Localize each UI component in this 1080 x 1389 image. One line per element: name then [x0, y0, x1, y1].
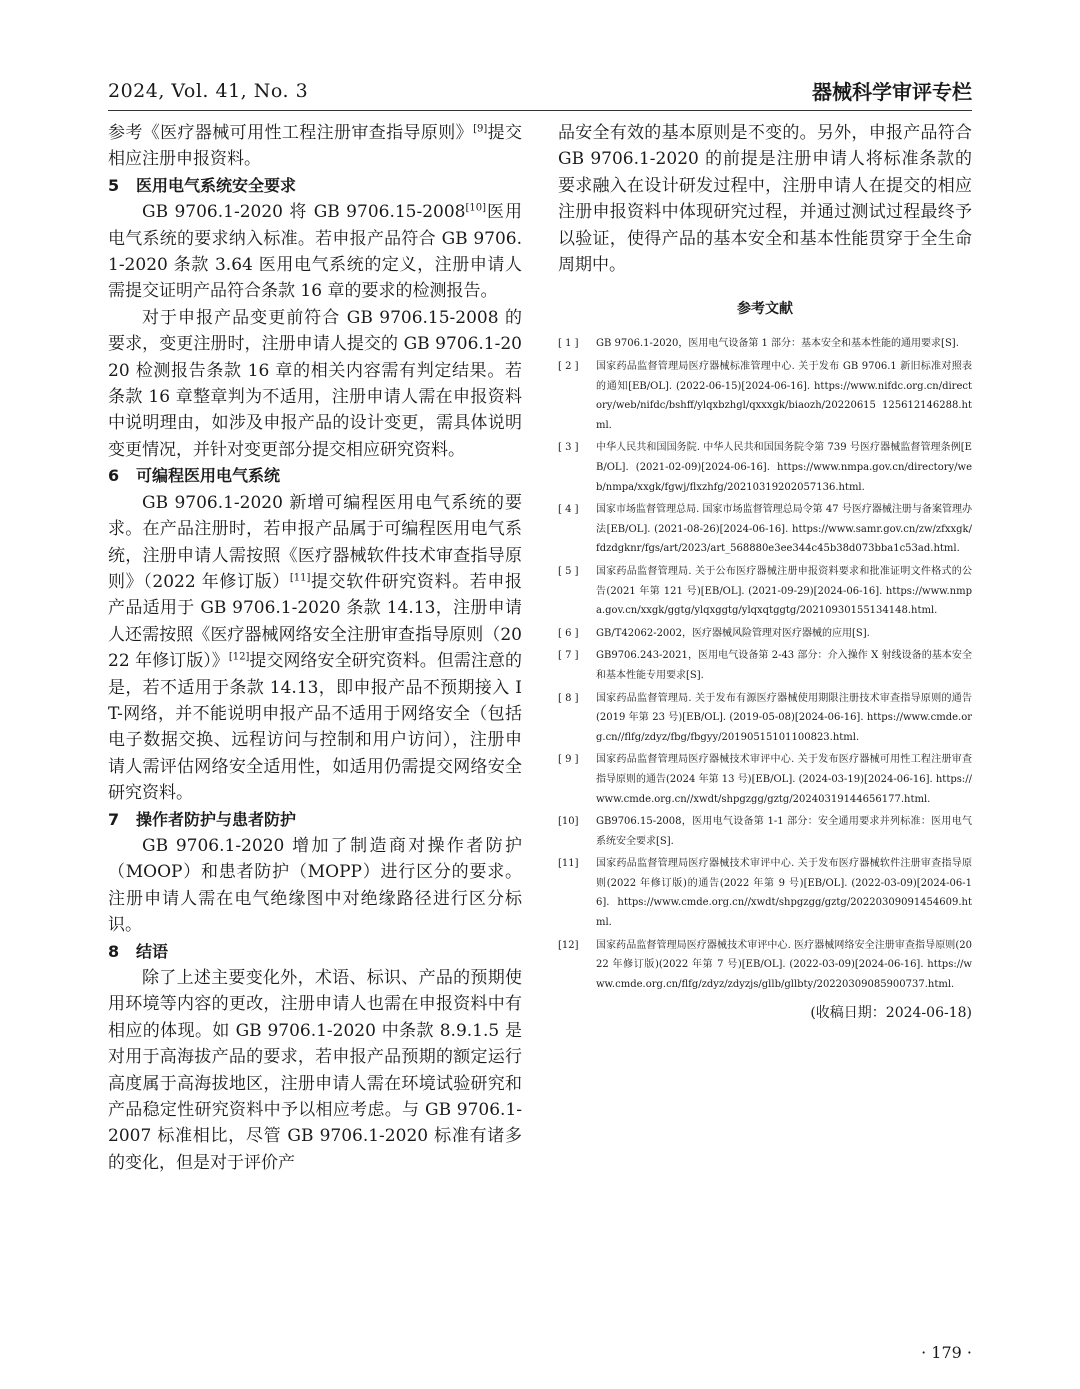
- section-7-heading: [108, 807, 522, 833]
- reference-text: 国家药品监督管理局医疗器械技术审评中心. 关于发布医疗器械可用性工程注册审查指导原则的通告(2024 年第 13 号)[EB/OL]. (2024-03-19)[2024-06-16]. https://www.cmde.org.cn//xwdt/shpgzgg/gztg/20240319144656177.html.: [596, 754, 972, 805]
- reference-index: [12]: [558, 939, 579, 951]
- paragraph-text: 医用电气系统的要求纳入标准。若申报产品符合 GB 9706.1-2020 条款 3.64 医用电气系统的定义，注册申请人需提交证明产品符合条款 16 章的要求的检测报告。: [108, 202, 523, 302]
- reference-index: [ 5 ]: [558, 565, 579, 577]
- intro-tail: 提交相应注册申报资料。: [108, 123, 523, 170]
- reference-text: 国家药品监督管理局医疗器械技术审评中心. 医疗器械网络安全注册审查指导原则(2022 年修订版)(2022 年第 7 号)[EB/OL]. (2022-03-09)[2024-06-16]. https://www.cmde.org.cn/flfg/zdyz/zdyzjs/gllb/gllbty/20220309085900737.html.: [596, 939, 972, 990]
- section-number: 7: [108, 809, 120, 829]
- reference-index: [10]: [558, 816, 579, 828]
- reference-text: GB9706.243-2021，医用电气设备第 2-43 部分：介入操作 X 射线设备的基本安全和基本性能专用要求[S].: [596, 650, 972, 681]
- section-6-paragraph-1: [108, 490, 522, 807]
- reference-index: [ 4 ]: [558, 504, 579, 516]
- reference-text: 国家市场监督管理总局. 国家市场监督管理总局令第 47 号医疗器械注册与备案管理办法[EB/OL]. (2021-08-26)[2024-06-16]. https://www.samr.gov.cn/zw/zfxxgk/fdzdgknr/fgs/art/2023/art_568880e3ee344c45b38d073bba1c53ad.html.: [596, 504, 972, 555]
- reference-item: [558, 624, 972, 644]
- paragraph-text: GB 9706.1-2020 新增可编程医用电气系统的要求。在产品注册时，若申报产品属于可编程医用电气系统，注册申请人需按照《医疗器械软件技术审查指导原则》（2022 年修订版）: [108, 492, 522, 592]
- reference-item: [558, 689, 972, 748]
- page-number: · 179 ·: [921, 1343, 972, 1362]
- reference-index: [11]: [558, 858, 579, 870]
- reference-item: [558, 500, 972, 559]
- citation-11: [11]: [289, 572, 311, 584]
- reference-index: [ 9 ]: [558, 754, 579, 766]
- section-5-paragraph-2: 对于申报产品变更前符合 GB 9706.15-2008 的要求，变更注册时，注册申请人提交的 GB 9706.1-2020 检测报告条款 16 章的相关内容需有判定结果。若条款 16 章整章判为不适用，注册申请人需在申报资料中说明理由，如涉及申报产品的设计变更，需具体说明变更情况，并针对变更部分提交相应研究资料。: [108, 307, 522, 460]
- received-date: (收稿日期：2024-06-18): [810, 1005, 972, 1022]
- reference-text: 中华人民共和国国务院. 中华人民共和国国务院令第 739 号医疗器械监督管理条例[EB/OL]. (2021-02-09)[2024-06-16]. https://www.nmpa.gov.cn/directory/web/nmpa/xxgk/fgwj/flxzhfg/20210319202057136.html.: [596, 442, 972, 493]
- reference-index: [ 2 ]: [558, 361, 579, 373]
- section-6-heading: [108, 463, 522, 489]
- paragraph-text: 提交网络安全研究资料。但需注意的是，若不适用于条款 14.13，即申报产品不预期接入 IT-网络，并不能说明申报产品不适用于网络安全（包括电子数据交换、远程访问与控制和用户访问），注册申请人需评估网络安全适用性，如适用仍需提交网络安全研究资料。: [108, 651, 523, 804]
- section-5-heading: [108, 173, 522, 199]
- column-name: 器械科学审评专栏: [812, 80, 972, 104]
- paragraph-text: GB 9706.1-2020 将 GB 9706.15-2008: [142, 202, 466, 223]
- section-number: 8: [108, 941, 120, 961]
- section-title: 操作者防护与患者防护: [136, 809, 297, 829]
- reference-text: 国家药品监督管理局. 关于发布有源医疗器械使用期限注册技术审查指导原则的通告(2019 年第 23 号)[EB/OL]. (2019-05-08)[2024-06-16]. https://www.cmde.org.cn//flfg/zdyz/fbg/fbgyy/20190515101100823.html.: [596, 692, 972, 743]
- section-7-paragraph-1: GB 9706.1-2020 增加了制造商对操作者防护（MOOP）和患者防护（MOPP）进行区分的要求。注册申请人需在电气绝缘图中对绝缘路径进行区分标识。: [108, 835, 522, 936]
- references-list: [558, 334, 972, 994]
- reference-item: [558, 357, 972, 435]
- citation-9: [9]: [473, 123, 488, 135]
- citation-12: [12]: [228, 651, 250, 663]
- section-8-heading: [108, 939, 522, 965]
- section-8-paragraph-1: 除了上述主要变化外，术语、标识、产品的预期使用环境等内容的更改，注册申请人也需在申报资料中有相应的体现。如 GB 9706.1-2020 中条款 8.9.1.5 是对用于高海拔产品的要求，若申报产品预期的额定运行高度属于高海拔地区，注册申请人需在环境试验研究和产品稳定性研究资料中予以相应考虑。与 GB 9706.1-2007 标准相比，尽管 GB 9706.1-2020 标准有诸多的变化，但是对于评价产: [108, 968, 522, 1173]
- reference-text: 国家药品监督管理局. 关于公布医疗器械注册申报资料要求和批准证明文件格式的公告(2021 年第 121 号)[EB/OL]. (2021-09-29)[2024-06-16]. https://www.nmpa.gov.cn/xxgk/ggtg/ylqxggtg/ylqxqtggtg/20210930155134148.html.: [596, 565, 972, 617]
- right-column: [558, 120, 972, 1022]
- citation-10: [10]: [465, 202, 487, 214]
- reference-item: [558, 750, 972, 809]
- intro-text: 参考《医疗器械可用性工程注册审查指导原则》: [108, 123, 474, 143]
- reference-text: GB9706.15-2008，医用电气设备第 1-1 部分：安全通用要求并列标准：医用电气系统安全要求[S].: [596, 816, 972, 847]
- section-title: 可编程医用电气系统: [136, 466, 281, 486]
- header-divider: [108, 110, 972, 111]
- intro-paragraph: [108, 120, 522, 173]
- reference-item: [558, 334, 972, 354]
- reference-index: [ 7 ]: [558, 650, 579, 662]
- section-number: 6: [108, 466, 120, 486]
- reference-item: [558, 646, 972, 685]
- reference-index: [ 6 ]: [558, 627, 579, 639]
- reference-item: [558, 562, 972, 621]
- reference-text: GB 9706.1-2020，医用电气设备第 1 部分：基本安全和基本性能的通用要求[S].: [596, 338, 959, 350]
- reference-text: GB/T42062-2002，医疗器械风险管理对医疗器械的应用[S].: [596, 627, 870, 639]
- section-title: 结语: [136, 941, 169, 961]
- references-title: 参考文献: [737, 301, 793, 318]
- reference-item: [558, 438, 972, 497]
- reference-item: [558, 936, 972, 995]
- reference-item: [558, 812, 972, 851]
- reference-item: [558, 854, 972, 932]
- section-title: 医用电气系统安全要求: [136, 175, 297, 195]
- section-5-paragraph-1: [108, 199, 522, 305]
- journal-issue-info: 2024, Vol. 41, No. 3: [108, 80, 309, 102]
- reference-index: [ 8 ]: [558, 692, 579, 704]
- paragraph-text: 提交软件研究资料。若申报产品适用于 GB 9706.1-2020 条款 14.13，注册申请人还需按照《医疗器械网络安全注册审查指导原则（2022 年修订版）》: [108, 571, 523, 672]
- conclusion-continuation: 品安全有效的基本原则是不变的。另外，申报产品符合 GB 9706.1-2020 的前提是注册申请人将标准条款的要求融入在设计研发过程中，注册申请人在提交的相应注册申报资料中体现研究过程，并通过测试过程最终予以验证，使得产品的基本安全和基本性能贯穿于全生命周期中。: [558, 123, 972, 276]
- reference-text: 国家药品监督管理局医疗器械技术审评中心. 关于发布医疗器械软件注册审查指导原则(2022 年修订版)的通告(2022 年第 9 号)[EB/OL]. (2022-03-09)[2024-06-16]. https://www.cmde.org.cn//xwdt/shpgzgg/gztg/20220309091454609.html.: [596, 858, 972, 929]
- reference-index: [ 3 ]: [558, 442, 579, 454]
- reference-text: 国家药品监督管理局医疗器械标准管理中心. 关于发布 GB 9706.1 新旧标准对照表的通知[EB/OL]. (2022-06-15)[2024-06-16]. https://www.nifdc.org.cn/directory/web/nifdc/bshff/ylqxbzhgl/qxxxgk/biaozh/20220615 125612146288.html.: [596, 361, 972, 431]
- left-column: [108, 120, 522, 1176]
- section-number: 5: [108, 175, 120, 195]
- reference-index: [ 1 ]: [558, 338, 579, 350]
